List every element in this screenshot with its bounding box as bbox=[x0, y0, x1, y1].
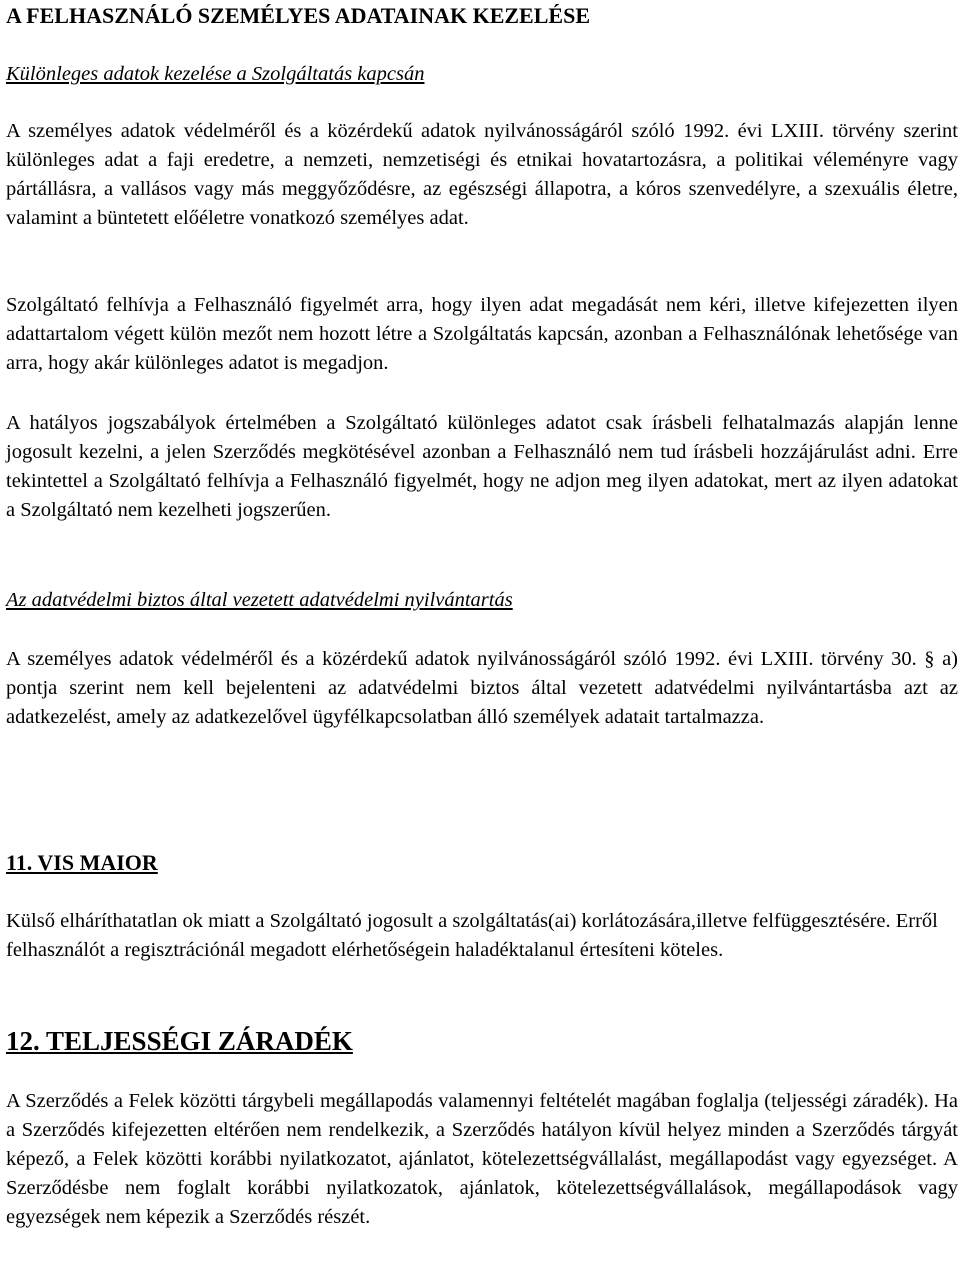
paragraph-registry-exemption: A személyes adatok védelméről és a közérdekű adatok nyilvánosságáról szóló 1992. évi LXIII. törvény 30. § a) pontja szerint nem kell bejelenteni az adatvédelmi biztos által vezetett adatvédelmi nyilvántartásba azt az adatkezelést, amely az adatkezelővel ügyfélkapcsolatban álló személyek adatait tartalmazza. bbox=[6, 648, 958, 728]
main-title: A FELHASZNÁLÓ SZEMÉLYES ADATAINAK KEZELÉSE bbox=[6, 3, 590, 28]
paragraph-entire-agreement: A Szerződés a Felek közötti tárgybeli megállapodás valamennyi feltételét magában foglalja (teljességi záradék). Ha a Szerződés kifejezetten eltérően nem rendelkezik, a Szerződés hatályon kívül helyez minden a Szerződés tárgyát képező, a Felek közötti korábbi nyilatkozatot, ajánlatot, kötelezettségvállalást, megállapodást vagy egyezséget. A Szerződésbe nem foglalt korábbi nyilatkozatok, ajánlatok, kötelezettségvállalások, megállapodások vagy egyezségek nem képezik a Szerződés részét. bbox=[6, 1090, 958, 1228]
section-title-entire-agreement: 12. TELJESSÉGI ZÁRADÉK bbox=[6, 1026, 353, 1056]
section-title-vis-maior: 11. VIS MAIOR bbox=[6, 850, 158, 875]
paragraph-provider-notice: Szolgáltató felhívja a Felhasználó figyelmét arra, hogy ilyen adat megadását nem kéri, illetve kifejezetten ilyen adattartalom végett külön mezőt nem hozott létre a Szolgáltatás kapcsán, azonban a Felhasználónak lehetősége van arra, hogy akár különleges adatot is megadjon. bbox=[6, 294, 958, 374]
paragraph-legal-authorization: A hatályos jogszabályok értelmében a Szolgáltató különleges adatot csak írásbeli felhatalmazás alapján lenne jogosult kezelni, a jelen Szerződés megkötésével azonban a Felhasználó nem tud írásbeli hozzájárulást adni. Erre tekintettel a Szolgáltató felhívja a Felhasználó figyelmét, hogy ne adjon meg ilyen adatokat, mert az ilyen adatokat a Szolgáltató nem kezelheti jogszerűen. bbox=[6, 412, 958, 521]
subsection-title-data-protection-registry: Az adatvédelmi biztos által vezetett adatvédelmi nyilvántartás bbox=[6, 589, 513, 611]
paragraph-special-data-definition: A személyes adatok védelméről és a közérdekű adatok nyilvánosságáról szóló 1992. évi LXIII. törvény szerint különleges adat a faji eredetre, a nemzeti, nemzetiségi és etnikai hovatartozásra, a politikai véleményre vagy pártállásra, a vallásos vagy más meggyőződésre, az egészségi állapotra, a kóros szenvedélyre, a szexuális életre, valamint a büntetett előéletre vonatkozó személyes adat. bbox=[6, 120, 958, 229]
paragraph-vis-maior: Külső elháríthatatlan ok miatt a Szolgáltató jogosult a szolgáltatás(ai) korlátozására,illetve felfüggesztésére. Erről felhasználót a regisztrációnál megadott elérhetőségein haladéktalanul értesíteni köteles. bbox=[6, 910, 938, 961]
subsection-title-special-data: Különleges adatok kezelése a Szolgáltatás kapcsán bbox=[6, 63, 425, 85]
